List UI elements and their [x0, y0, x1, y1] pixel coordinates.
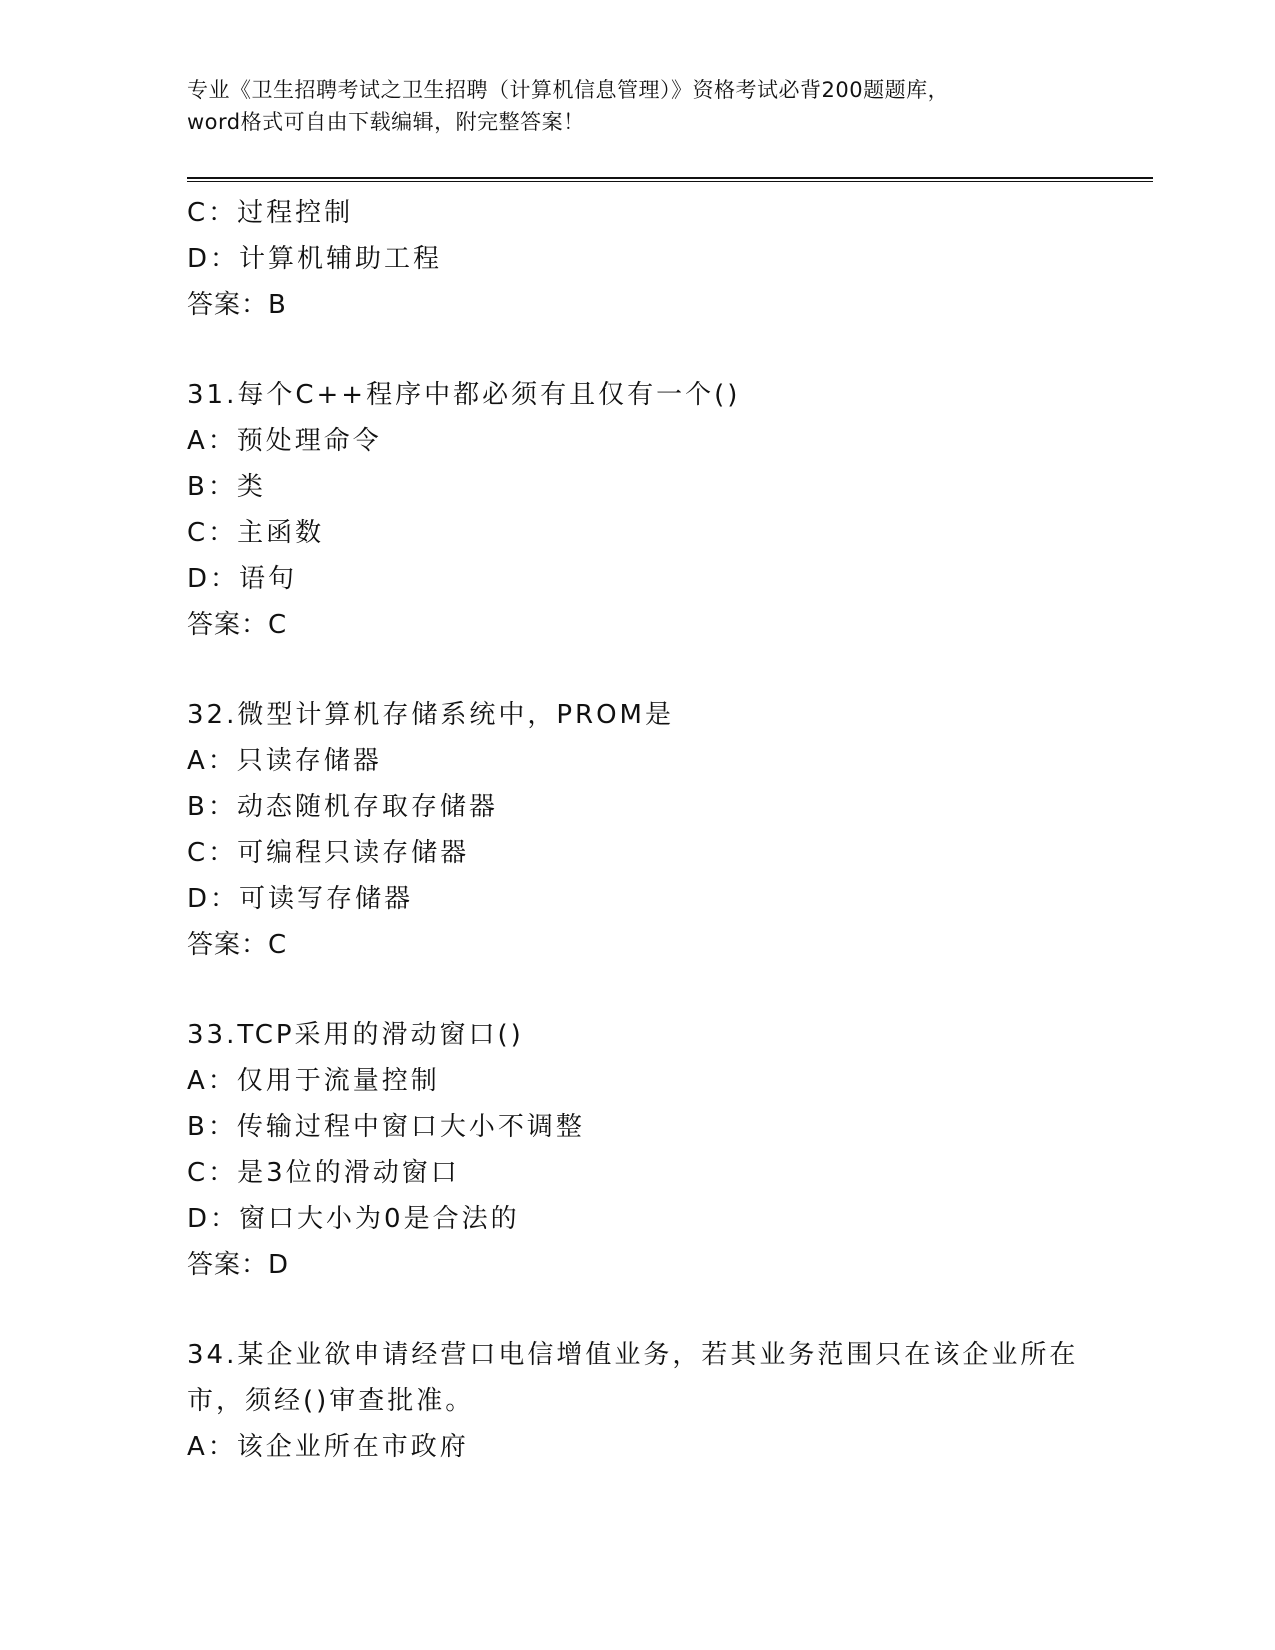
header-line-1: 专业《卫生招聘考试之卫生招聘（计算机信息管理）》资格考试必背200题题库，: [187, 78, 950, 102]
question-stem: 32.微型计算机存储系统中，PROM是: [187, 700, 674, 730]
option-c: C：主函数: [187, 518, 325, 548]
fragment-answer: 答案：B: [187, 290, 287, 320]
answer: 答案：C: [187, 610, 288, 640]
question-content: [187, 190, 1087, 1470]
question-stem: 33.TCP采用的滑动窗口(): [187, 1020, 524, 1050]
header-divider-top: [187, 177, 1153, 179]
fragment-option-d: D：计算机辅助工程: [187, 244, 443, 274]
spacer: [187, 328, 1087, 372]
answer: 答案：D: [187, 1250, 290, 1280]
question-33: [187, 1012, 1087, 1288]
option-b: B：类: [187, 472, 266, 502]
spacer: [187, 968, 1087, 1012]
option-c: C：是3位的滑动窗口: [187, 1158, 460, 1188]
header-divider-bottom: [187, 181, 1153, 182]
option-b: B：动态随机存取存储器: [187, 792, 498, 822]
question-stem-line-2: 市，须经()审查批准。: [187, 1386, 475, 1416]
question-34: [187, 1332, 1087, 1470]
question-stem: 31.每个C++程序中都必须有且仅有一个(): [187, 380, 741, 410]
option-c: C：可编程只读存储器: [187, 838, 470, 868]
question-stem-line-1: 34.某企业欲申请经营口电信增值业务，若其业务范围只在该企业所在: [187, 1340, 1079, 1370]
answer: 答案：C: [187, 930, 288, 960]
question-32: [187, 692, 1087, 968]
option-d: D：窗口大小为0是合法的: [187, 1204, 520, 1234]
option-d: D：可读写存储器: [187, 884, 414, 914]
document-header: [187, 74, 1087, 138]
spacer: [187, 648, 1087, 692]
option-a: A：预处理命令: [187, 426, 382, 456]
option-a: A：该企业所在市政府: [187, 1432, 469, 1462]
option-a: A：只读存储器: [187, 746, 382, 776]
option-b: B：传输过程中窗口大小不调整: [187, 1112, 585, 1142]
option-d: D：语句: [187, 564, 298, 594]
fragment-option-c: C：过程控制: [187, 198, 354, 228]
spacer: [187, 1288, 1087, 1332]
question-31: [187, 372, 1087, 648]
option-a: A：仅用于流量控制: [187, 1066, 440, 1096]
header-line-2: word格式可自由下载编辑，附完整答案！: [187, 110, 585, 134]
